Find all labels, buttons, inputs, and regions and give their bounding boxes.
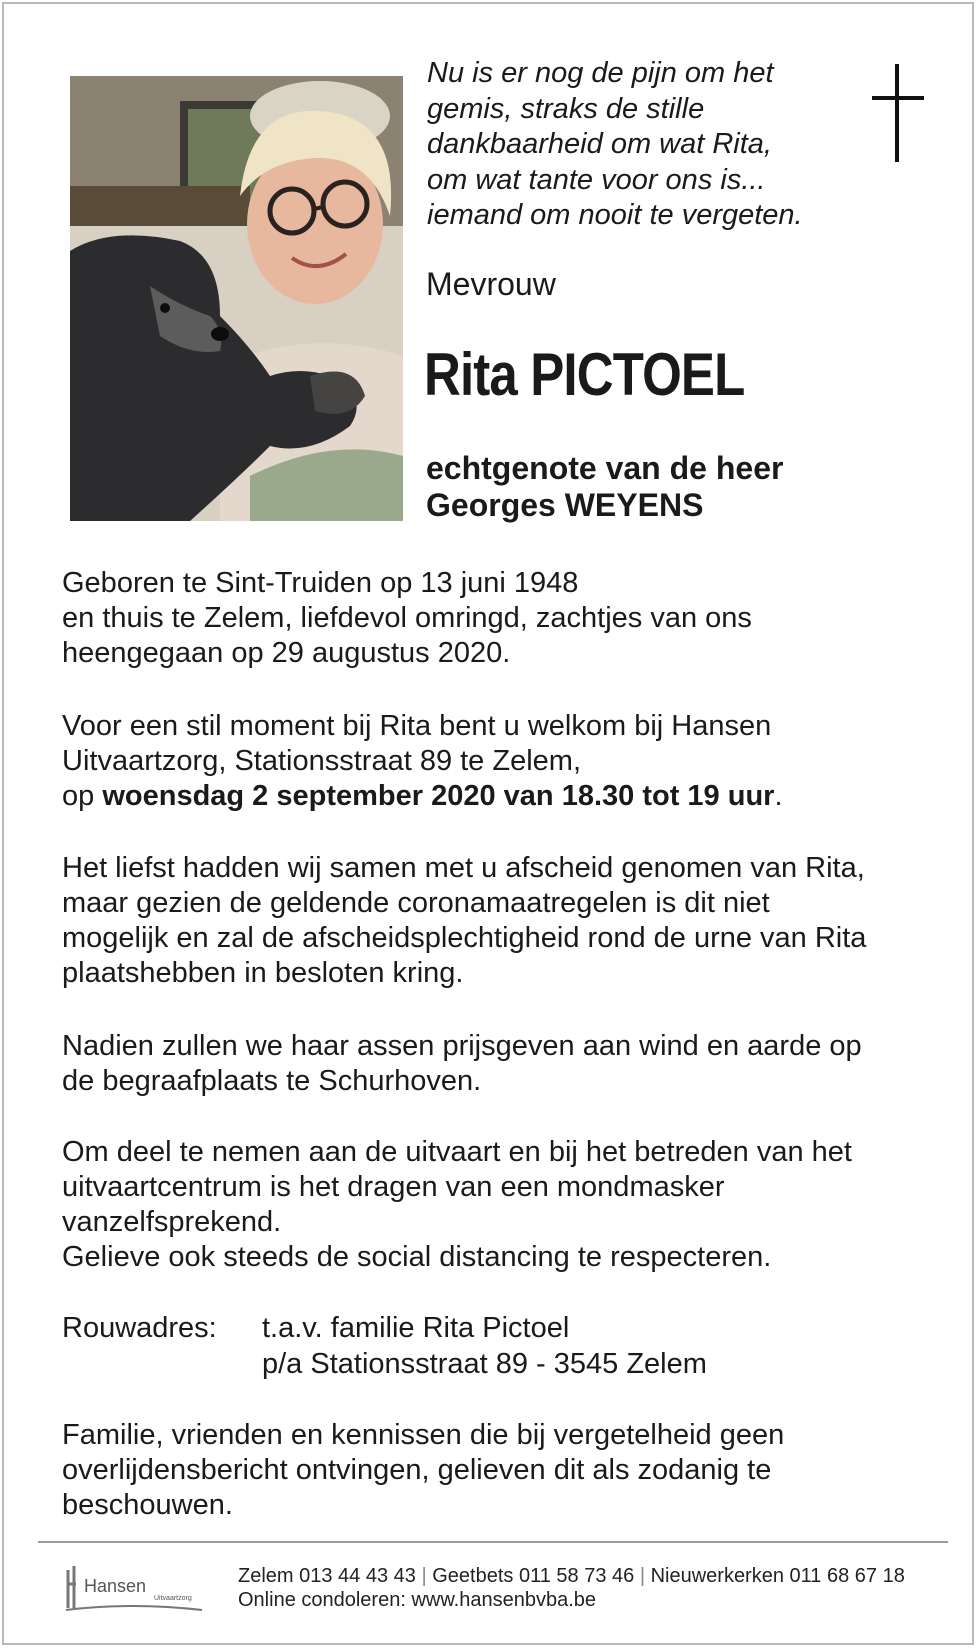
text-line: Geboren te Sint-Truiden op 13 juni 1948 <box>62 567 579 599</box>
text-line: uitvaartcentrum is het dragen van een mondmasker <box>62 1171 725 1203</box>
poem-line: gemis, straks de stille <box>427 92 705 125</box>
closing-paragraph <box>62 1418 942 1523</box>
phone-geetbets: Geetbets 011 58 73 46 <box>432 1565 635 1587</box>
text-line: Gelieve ook steeds de social distancing te respecteren. <box>62 1241 772 1273</box>
text-line: Nadien zullen we haar assen prijsgeven aan wind en aarde op <box>62 1030 862 1062</box>
birth-paragraph <box>62 566 942 671</box>
portrait-photo-illustration <box>70 76 403 521</box>
farewell-paragraph <box>62 851 942 991</box>
hansen-logo-icon <box>62 1562 212 1622</box>
text-line: Voor een stil moment bij Rita bent u welkom bij Hansen <box>62 710 772 742</box>
text-line: maar gezien de geldende coronamaatregelen is dit niet <box>62 887 770 919</box>
address-label: Rouwadres: <box>62 1312 217 1344</box>
text-line: vanzelfsprekend. <box>62 1206 282 1238</box>
visitation-datetime-line <box>62 779 942 814</box>
obituary-card <box>2 2 974 1645</box>
logo-name: Hansen <box>84 1576 147 1596</box>
spouse-info <box>426 450 783 524</box>
text-line: mogelijk en zal de afscheidsplechtigheid rond de urne van Rita <box>62 922 867 954</box>
text-line: heengegaan op 29 augustus 2020. <box>62 637 511 669</box>
logo-subtitle: Uitvaartzorg <box>154 1595 192 1602</box>
text-line: Uitvaartzorg, Stationsstraat 89 te Zelem, <box>62 745 581 777</box>
contact-footer <box>238 1564 905 1612</box>
poem-line: dankbaarheid om wat Rita, <box>427 128 772 160</box>
ashes-paragraph <box>62 1029 942 1099</box>
poem-line: iemand om nooit te vergeten. <box>427 199 803 231</box>
separator: | <box>639 1565 646 1587</box>
separator: | <box>421 1565 427 1587</box>
spouse-line: echtgenote van de heer <box>426 450 784 486</box>
text-fragment: . <box>774 780 783 812</box>
hansen-logo <box>62 1562 212 1622</box>
visitation-paragraph <box>62 709 942 814</box>
cross-icon <box>867 64 927 166</box>
address-line: p/a Stationsstraat 89 - 3545 Zelem <box>262 1348 707 1380</box>
text-line: de begraafplaats te Schurhoven. <box>62 1065 482 1097</box>
visitation-datetime: woensdag 2 september 2020 van 18.30 tot 19 uur <box>102 780 775 812</box>
phone-line <box>238 1564 905 1588</box>
phone-zelem: Zelem 013 44 43 43 <box>238 1565 416 1587</box>
poem-line: Nu is er nog de pijn om het <box>427 57 774 89</box>
memorial-poem <box>427 56 867 234</box>
poem-line: om wat tante voor ons is... <box>427 163 766 196</box>
text-line: Het liefst hadden wij samen met u afscheid genomen van Rita, <box>62 852 865 884</box>
honorific: Mevrouw <box>426 266 556 302</box>
footer-divider <box>38 1541 948 1543</box>
text-line: overlijdensbericht ontvingen, gelieven dit als zodanig te <box>62 1454 772 1486</box>
masks-paragraph <box>62 1135 942 1275</box>
portrait-photo <box>70 76 403 521</box>
text-line: plaatshebben in besloten kring. <box>62 957 464 989</box>
deceased-name: Rita PICTOEL <box>424 341 745 408</box>
spouse-name: Georges WEYENS <box>426 487 704 523</box>
online-condolences: Online condoleren: www.hansenbvba.be <box>238 1589 597 1611</box>
text-line: Familie, vrienden en kennissen die bij vergetelheid geen <box>62 1419 785 1451</box>
phone-nieuwerkerken: Nieuwerkerken 011 68 67 18 <box>650 1565 905 1587</box>
text-line: Om deel te nemen aan de uitvaart en bij het betreden van het <box>62 1136 852 1168</box>
text-fragment: op <box>62 780 103 812</box>
text-line: beschouwen. <box>62 1489 233 1521</box>
address-line: t.a.v. familie Rita Pictoel <box>262 1312 570 1344</box>
text-line: en thuis te Zelem, liefdevol omringd, zachtjes van ons <box>62 602 752 634</box>
